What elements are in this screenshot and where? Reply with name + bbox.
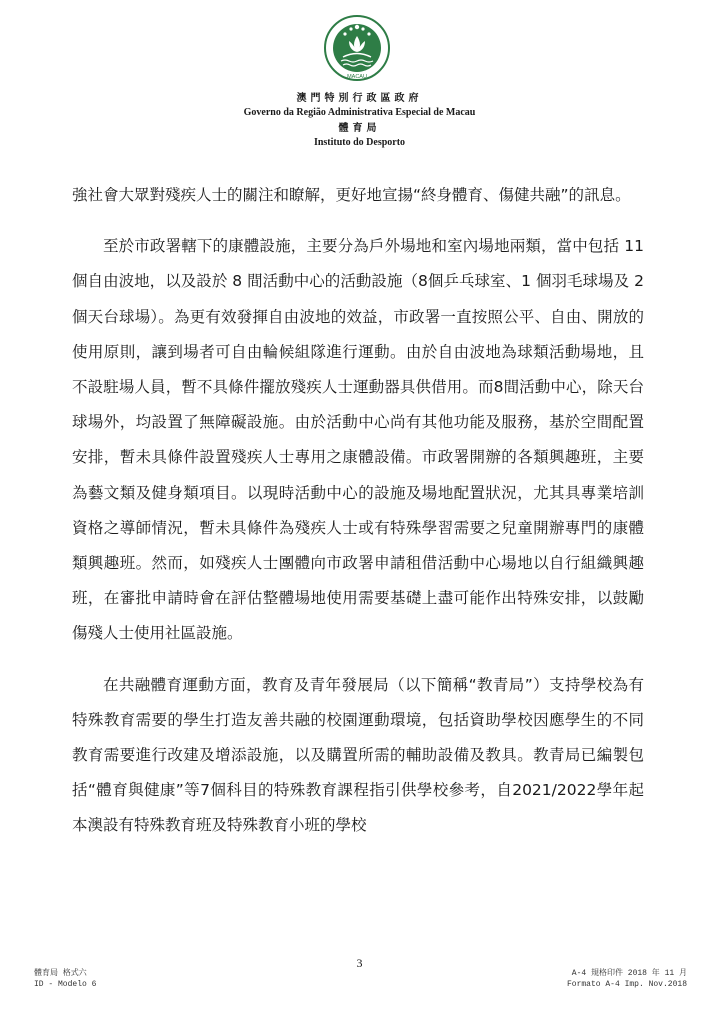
page-number: 3 xyxy=(356,956,363,970)
footer-print-format xyxy=(567,968,687,990)
department-name-portuguese: Instituto do Desporto xyxy=(313,137,406,148)
footer-print-format-chinese: A-4 規格印件 2018 年 11 月 xyxy=(571,969,687,978)
paragraph-3: 在共融體育運動方面，教育及青年發展局（以下簡稱“教青局”）支持學校為有特殊教育需要的學生打造友善共融的校園運動環境，包括資助學校因應學生的不同教育需要進行改建及增添設施，以及購置所需的輔助設備及教具。教青局已編製包括“體育與健康”等7個科目的特殊教育課程指引供學校參考，自2021/2022學年起本澳設有特殊教育班及特殊教育小班的學校 xyxy=(72,675,644,835)
paragraph-1: 強社會大眾對殘疾人士的關注和瞭解，更好地宣揚“終身體育、傷健共融”的訊息。 xyxy=(72,186,631,204)
footer-print-format-portuguese: Formato A-4 Imp. Nov.2018 xyxy=(566,980,687,989)
svg-text:MACAU: MACAU xyxy=(347,74,367,80)
government-name-chinese: 澳門特別行政區政府 xyxy=(296,93,423,104)
footer-form-id-chinese: 體育局 格式六 xyxy=(34,969,87,978)
government-name-portuguese: Governo da Região Administrativa Especial de Macau xyxy=(243,107,476,118)
paragraph-2: 至於市政署轄下的康體設施，主要分為戶外場地和室內場地兩類，當中包括 11 個自由波地，以及設於 8 間活動中心的活動設施（8個乒乓球室、1 個羽毛球場及 2 個天台球場）。為更有效發揮自由波地的效益，市政署一直按照公平、自由、開放的使用原則，讓到場者可自由輪候組隊進行運動。由於自由波地為球類活動場地，且不設駐場人員，暫不具條件擺放殘疾人士運動器具供借用。而8間活動中心，除天台球場外，均設置了無障礙設施。由於活動中心尚有其他功能及服務，基於空間配置安排，暫未具條件設置殘疾人士專用之康體設備。市政署開辦的各類興趣班，主要為藝文類及健身類項目。以現時活動中心的設施及場地配置狀況，尤其具專業培訓資格之導師情況，暫未具條件為殘疾人士或有特殊學習需要之兒童開辦專門的康體類興趣班。然而，如殘疾人士團體向市政署申請租借活動中心場地以自行組織興趣班，在審批申請時會在評估整體場地使用需要基礎上盡可能作出特殊安排，以鼓勵傷殘人士使用社區設施。 xyxy=(72,237,644,643)
department-name-chinese: 體育局 xyxy=(338,123,381,134)
body-text xyxy=(72,178,644,844)
macau-lotus-emblem-icon xyxy=(323,14,391,82)
footer-form-id-portuguese: ID - Modelo 6 xyxy=(34,980,97,989)
footer-form-id xyxy=(34,968,96,990)
